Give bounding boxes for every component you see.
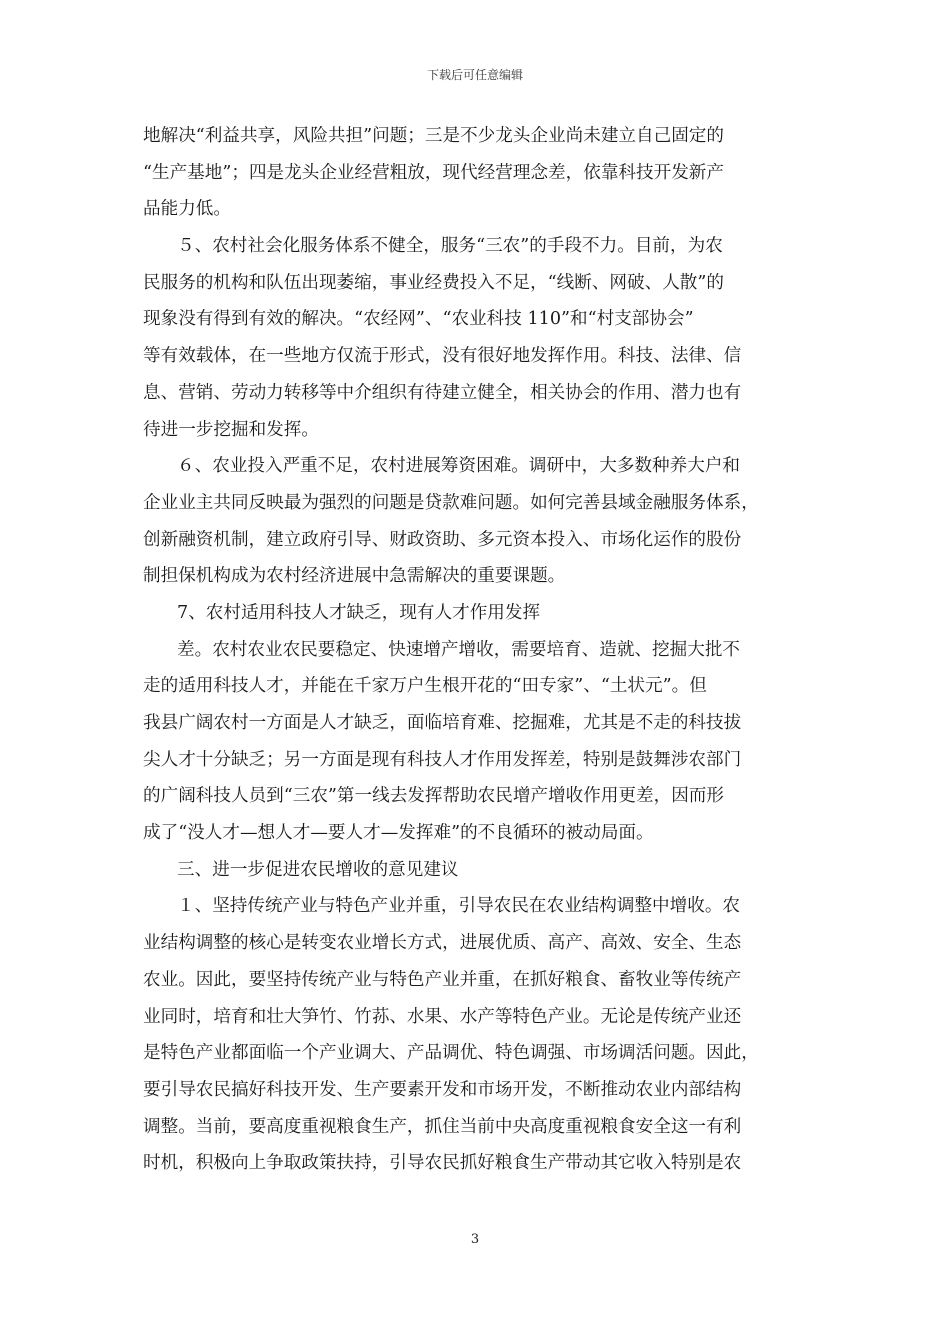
text-line: 制担保机构成为农村经济进展中急需解决的重要课题。 <box>143 566 566 587</box>
page-header: 下载后可任意编辑 <box>426 68 523 82</box>
text-line: 创新融资机制，建立政府引导、财政资助、多元资本投入、市场化运作的股份 <box>143 529 742 550</box>
text-line: 现象没有得到有效的解决。“农经网”、“农业科技 110”和“村支部协会” <box>143 309 694 330</box>
text-line: 7、农村适用科技人才缺乏，现有人才作用发挥 <box>177 602 541 623</box>
text-line: 企业业主共同反映最为强烈的问题是贷款难问题。如何完善县域金融服务体系， <box>143 492 759 513</box>
text-line: 是特色产业都面临一个产业调大、产品调优、特色调强、市场调活问题。因此， <box>143 1043 759 1064</box>
text-line: 要引导农民搞好科技开发、生产要素开发和市场开发，不断推动农业内部结构 <box>143 1079 742 1100</box>
text-line: 三、进一步促进农民增收的意见建议 <box>177 859 459 880</box>
text-line: 地解决“利益共享，风险共担”问题；三是不少龙头企业尚未建立自己固定的 <box>143 126 724 146</box>
text-line: 时机，积极向上争取政策扶持，引导农民抓好粮食生产带动其它收入特别是农 <box>143 1153 742 1174</box>
text-line: 我县广阔农村一方面是人才缺乏，面临培育难、挖掘难，尤其是不走的科技拔 <box>143 713 742 733</box>
text-line: ６、农业投入严重不足，农村进展筹资困难。调研中，大多数种养大户和 <box>177 456 741 477</box>
text-line: 待进一步挖掘和发挥。 <box>143 419 319 440</box>
text-line: 民服务的机构和队伍出现萎缩，事业经费投入不足，“线断、网破、人散”的 <box>143 272 724 293</box>
text-line: ５、农村社会化服务体系不健全，服务“三农”的手段不力。目前，为农 <box>177 236 723 257</box>
text-line: 尖人才十分缺乏；另一方面是现有科技人才作用发挥差，特别是鼓舞涉农部门 <box>143 749 742 770</box>
text-line: 业同时，培育和壮大笋竹、竹荪、水果、水产等特色产业。无论是传统产业还 <box>143 1006 742 1027</box>
text-line: 等有效载体，在一些地方仅流于形式，没有很好地发挥作用。科技、法律、信 <box>143 346 742 367</box>
text-line: 品能力低。 <box>143 199 231 220</box>
text-line: “生产基地”；四是龙头企业经营粗放，现代经营理念差，依靠科技开发新产 <box>143 162 724 183</box>
text-line: 走的适用科技人才，并能在千家万户生根开花的“田专家”、“土状元”。但 <box>143 676 707 697</box>
text-line: １、坚持传统产业与特色产业并重，引导农民在农业结构调整中增收。农 <box>177 896 741 917</box>
text-line: 业结构调整的核心是转变农业增长方式，进展优质、高产、高效、安全、生态 <box>143 933 742 954</box>
text-line: 差。农村农业农民要稳定、快速增产增收，需要培育、造就、挖掘大批不 <box>177 639 741 660</box>
text-line: 调整。当前，要高度重视粮食生产，抓住当前中央高度重视粮食安全这一有利 <box>143 1116 742 1137</box>
document-body <box>143 118 823 1182</box>
text-line: 息、营销、劳动力转移等中介组织有待建立健全，相关协会的作用、潜力也有 <box>143 382 742 403</box>
text-line: 的广阔科技人员到“三农”第一线去发挥帮助农民增产增收作用更差，因而形 <box>143 786 724 807</box>
text-line: 成了“没人才—想人才—要人才—发挥难”的不良循环的被动局面。 <box>143 823 654 844</box>
text-line: 农业。因此，要坚持传统产业与特色产业并重，在抓好粮食、畜牧业等传统产 <box>143 969 742 990</box>
page-number: 3 <box>470 1232 480 1247</box>
